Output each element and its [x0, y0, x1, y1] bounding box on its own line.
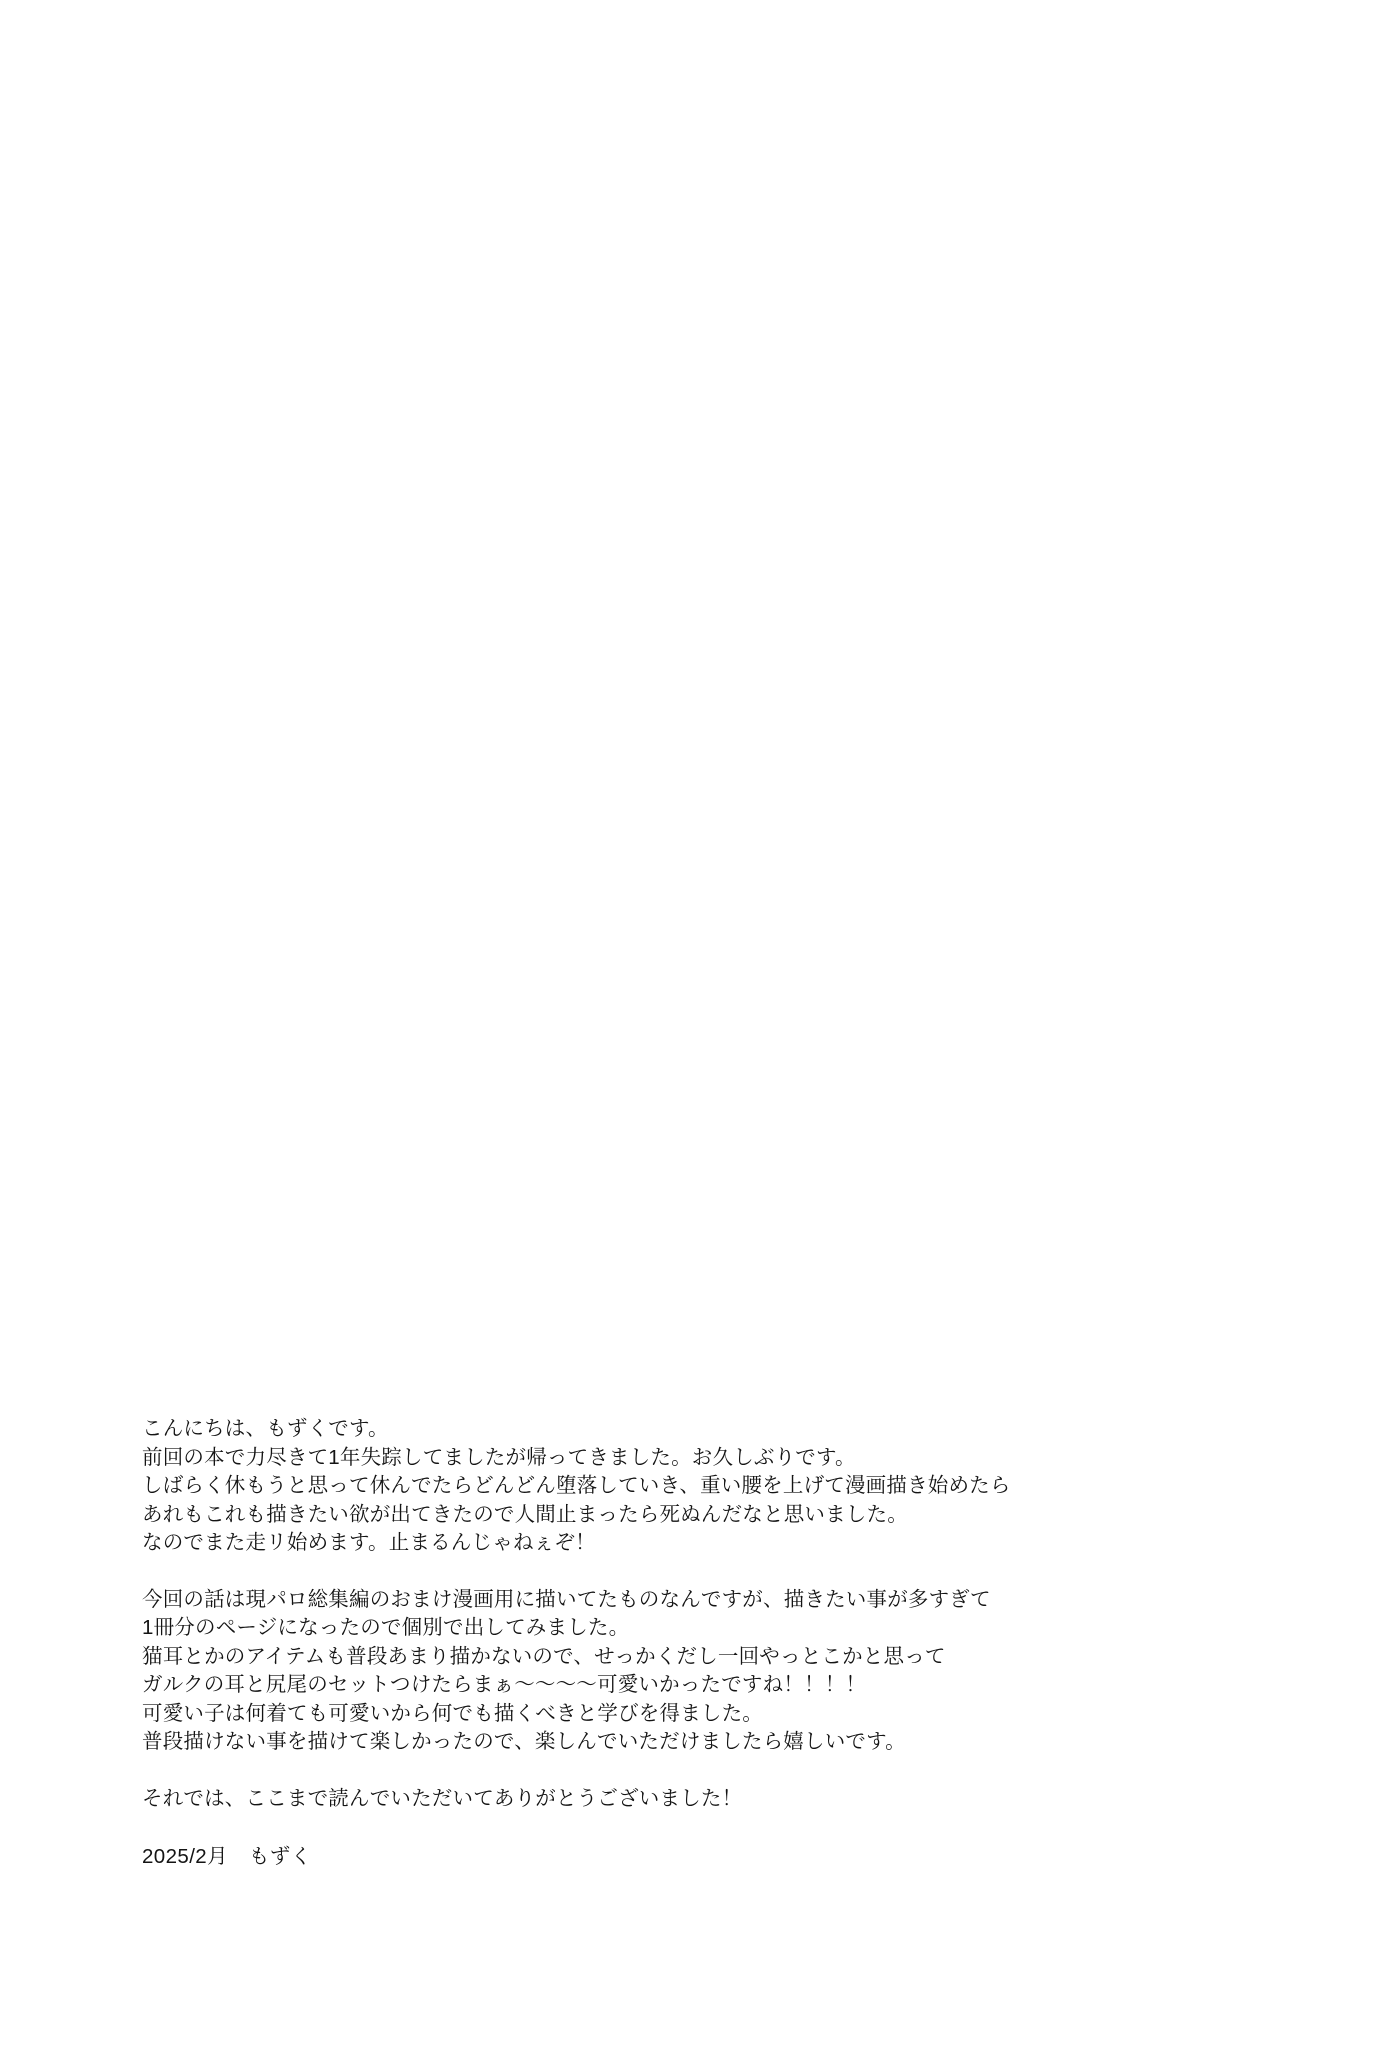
- signature: [142, 1843, 1272, 1872]
- paragraph-closing: [142, 1785, 1272, 1814]
- text-line: しばらく休もうと思って休んでたらどんどん堕落していき、重い腰を上げて漫画描き始めたら: [142, 1474, 1011, 1497]
- text-line: 前回の本で力尽きて1年失踪してましたが帰ってきました。お久しぶりです。: [142, 1445, 856, 1469]
- text-line: それでは、ここまで読んでいただいてありがとうございました！: [142, 1786, 743, 1810]
- afterword-text-block: [142, 1415, 1272, 1872]
- text-line: 普段描けない事を描けて楽しかったので、楽しんでいただけましたら嬉しいです。: [142, 1730, 906, 1753]
- text-line: 1冊分のページになったので個別で出してみました。: [142, 1616, 630, 1639]
- text-line: 猫耳とかのアイテムも普段あまり描かないので、せっかくだし一回やっとこかと思って: [142, 1644, 946, 1668]
- text-line: なのでまた走リ始めます。止まるんじゃねぇぞ！: [142, 1531, 596, 1554]
- text-line: 可愛い子は何着ても可愛いから何でも描くべきと学びを得ました。: [142, 1701, 763, 1725]
- paragraph-greeting: [142, 1415, 1272, 1558]
- text-line: 今回の話は現パロ総集編のおまけ漫画用に描いてたものなんですが、描きたい事が多すぎて: [142, 1587, 991, 1611]
- text-line: ガルクの耳と尻尾のセットつけたらまぁ～～～～可愛いかったですね！！！！: [142, 1673, 867, 1696]
- text-line: こんにちは、もずくです。: [142, 1417, 389, 1440]
- paragraph-about-this-work: [142, 1586, 1272, 1757]
- signature-line: 2025/2月 もずく: [142, 1845, 312, 1868]
- text-line: あれもこれも描きたい欲が出てきたので人間止まったら死ぬんだなと思いました。: [142, 1502, 908, 1526]
